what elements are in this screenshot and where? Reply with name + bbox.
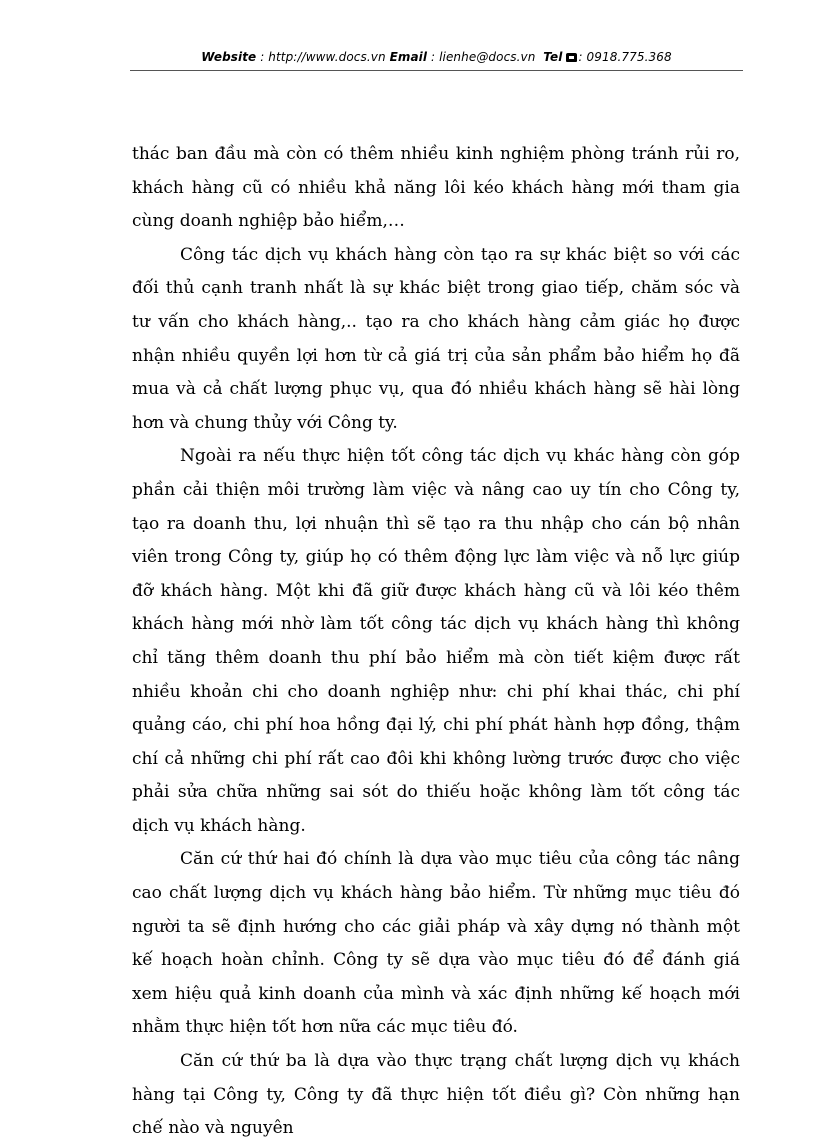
header-divider [130,70,743,71]
paragraph-4: Căn cứ thứ hai đó chính là dựa vào mục tiêu của công tác nâng cao chất lượng dịch vụ khách hàng bảo hiểm. Từ những mục tiêu đó người ta sẽ định hướng cho các giải pháp và xây dựng nó thành một kế hoạch hoàn chỉnh. Công ty sẽ dựa vào mục tiêu đó để đánh giá xem hiệu quả kinh doanh của mình và xác định những kế hoạch mới nhằm thực hiện tốt hơn nữa các mục tiêu đó. [132,849,740,1038]
paragraph-1: thác ban đầu mà còn có thêm nhiều kinh nghiệm phòng tránh rủi ro, khách hàng cũ có nhiều khả năng lôi kéo khách hàng mới tham gia cùng doanh nghiệp bảo hiểm,… [132,144,740,232]
website-label: Website [201,50,257,64]
paragraph-5: Căn cứ thứ ba là dựa vào thực trạng chất lượng dịch vụ khách hàng tại Công ty, Công ty đã thực hiện tốt điều gì? Còn những hạn chế nào và nguyên [132,1051,740,1139]
paragraph-3: Ngoài ra nếu thực hiện tốt công tác dịch vụ khác hàng còn góp phần cải thiện môi trường làm việc và nâng cao uy tín cho Công ty, tạo ra doanh thu, lợi nhuận thì sẽ tạo ra thu nhập cho cán bộ nhân viên trong Công ty, giúp họ có thêm động lực làm việc và nỗ lực giúp đỡ khách hàng. Một khi đã giữ được khách hàng cũ và lôi kéo thêm khách hàng mới nhờ làm tốt công tác dịch vụ khách hàng thì không chỉ tăng thêm doanh thu phí bảo hiểm mà còn tiết kiệm được rất nhiều khoản chi cho doanh nghiệp như: chi phí khai thác, chi phí quảng cáo, chi phí hoa hồng đại lý, chi phí phát hành hợp đồng, thậm chí cả những chi phí rất cao đôi khi không lường trước được cho việc phải sửa chữa những sai sót do thiếu hoặc không làm tốt công tác dịch vụ khách hàng. [132,446,740,836]
paragraph-2: Công tác dịch vụ khách hàng còn tạo ra sự khác biệt so với các đối thủ cạnh tranh nhất là sự khác biệt trong giao tiếp, chăm sóc và tư vấn cho khách hàng,.. tạo ra cho khách hàng cảm giác họ được nhận nhiều quyền lợi hơn từ cả giá trị của sản phẩm bảo hiểm họ đã mua và cả chất lượng phục vụ, qua đó nhiều khách hàng sẽ hài lòng hơn và chung thủy với Công ty. [132,244,740,433]
website-url[interactable]: : http://www.docs.vn [256,50,390,64]
tel-number: : 0918.775.368 [578,50,672,64]
email-address[interactable]: : lienhe@docs.vn [427,50,540,64]
phone-icon [566,53,577,62]
tel-label: Tel [543,50,563,64]
document-body [132,138,740,1146]
email-label: Email [389,50,428,64]
page-header [130,50,743,70]
